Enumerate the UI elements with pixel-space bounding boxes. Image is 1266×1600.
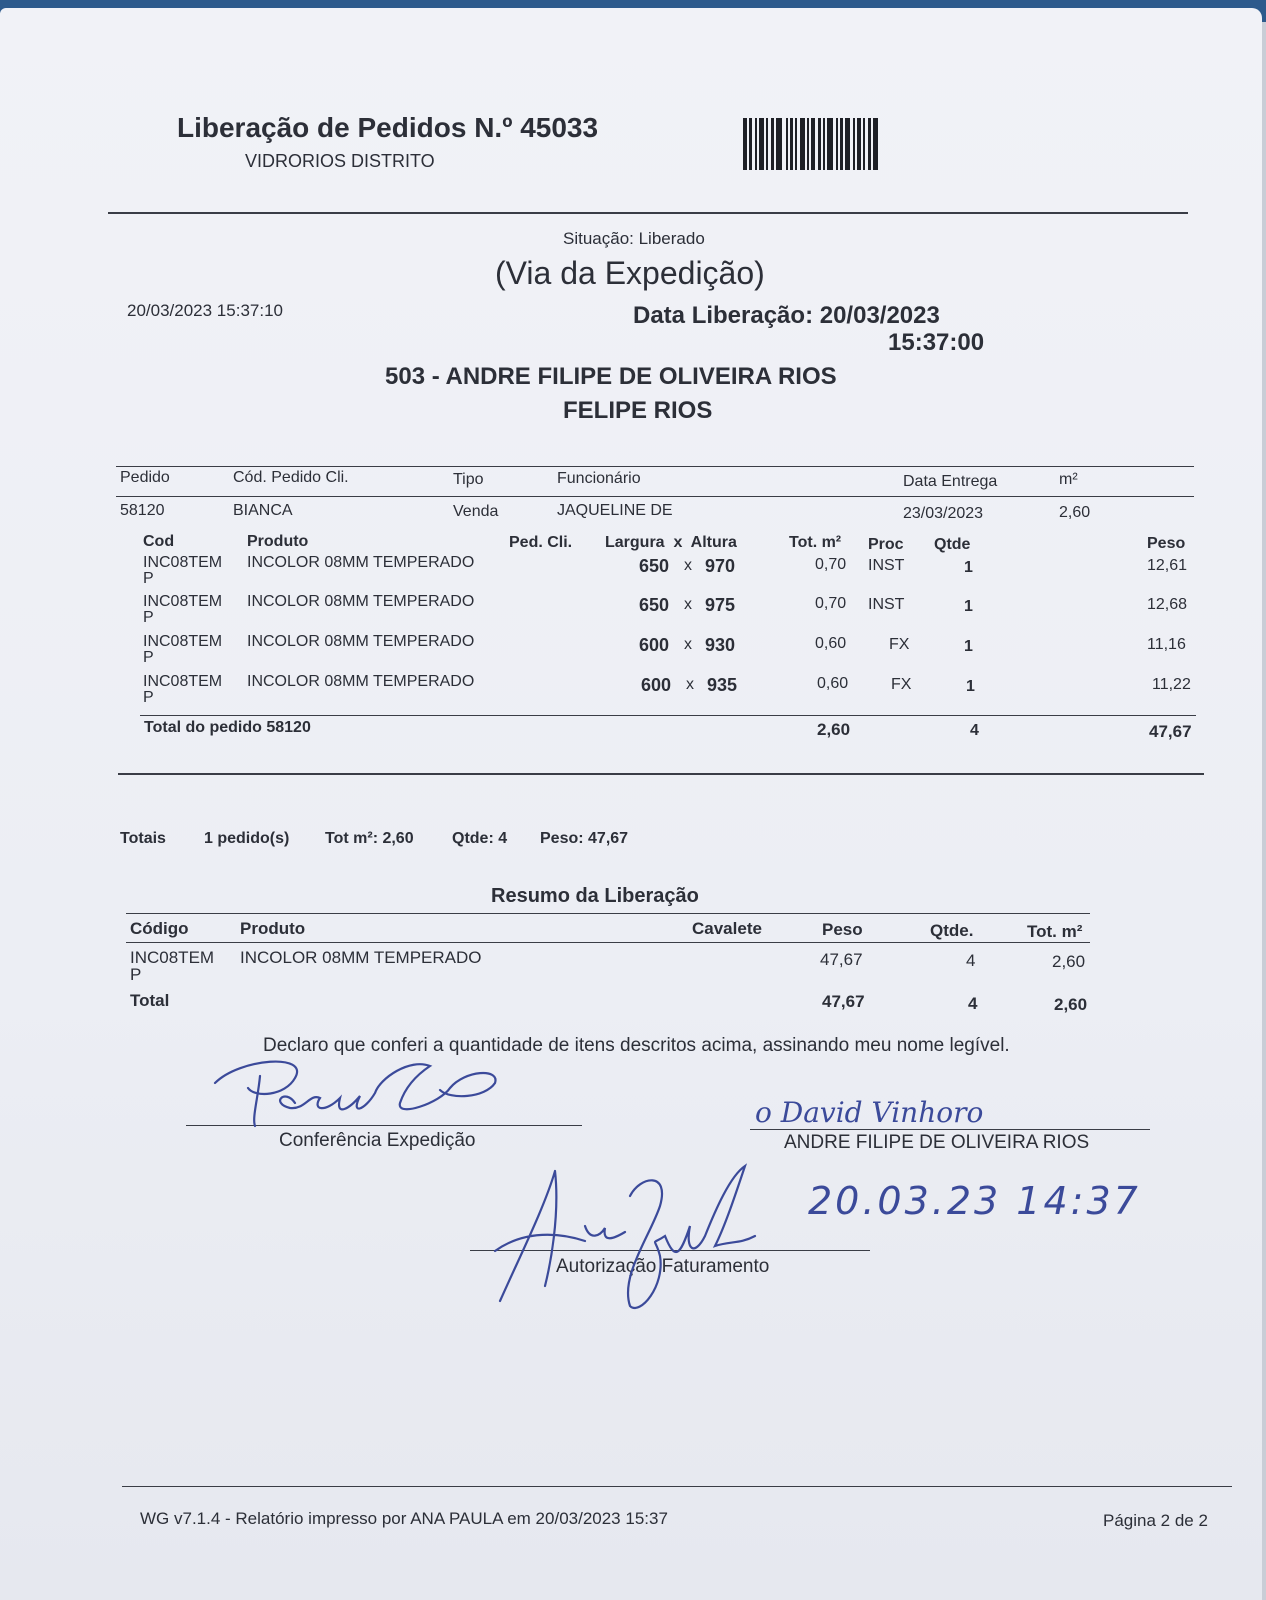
totals-pedidos: 1 pedido(s) [204, 830, 290, 847]
item-produto: INCOLOR 08MM TEMPERADO [247, 593, 475, 610]
item-peso: 11,16 [1147, 636, 1186, 653]
summary-total-label: Total [130, 991, 170, 1010]
summary-total-tot-m2: 2,60 [1054, 995, 1088, 1014]
item-tot-m2: 0,70 [815, 595, 847, 612]
order-tipo: Venda [453, 503, 499, 520]
order-m2: 2,60 [1059, 504, 1091, 521]
document-page [0, 8, 1262, 1600]
item-produto: INCOLOR 08MM TEMPERADO [247, 673, 475, 690]
order-funcionario: JAQUELINE DE [557, 502, 673, 519]
summary-col-cavalete: Cavalete [692, 919, 762, 938]
item-largura: 600 [639, 635, 670, 655]
summary-header-rule [126, 942, 1090, 943]
handwritten-date [808, 1176, 1148, 1231]
client-handwriting-text: o David Vinhoro [755, 1096, 984, 1129]
item-altura: 975 [705, 595, 736, 615]
item-proc: FX [891, 676, 912, 693]
item-cod-wrap: P [143, 609, 154, 626]
barcode [743, 118, 933, 170]
item-largura: 600 [641, 675, 672, 695]
summary-title: Resumo da Liberação [491, 885, 699, 907]
summary-peso: 47,67 [820, 950, 863, 969]
company-name: VIDRORIOS DISTRITO [245, 151, 435, 171]
summary-qtde: 4 [966, 951, 976, 970]
print-datetime: 20/03/2023 15:37:10 [127, 301, 283, 320]
item-qtde: 1 [966, 678, 975, 695]
summary-col-peso: Peso [822, 920, 863, 939]
items-end-rule [118, 773, 1204, 775]
item-qtde: 1 [964, 559, 973, 576]
item-qtde: 1 [964, 638, 973, 655]
handwritten-date-text: 20.03.23 14:37 [808, 1179, 1141, 1223]
client-name: 503 - ANDRE FILIPE DE OLIVEIRA RIOS [385, 363, 837, 390]
signature-client-handwriting [755, 1090, 1015, 1135]
item-cod-wrap: P [143, 689, 154, 706]
totals-label: Totais [120, 830, 166, 847]
items-total-rule [140, 715, 1196, 716]
item-times: x [684, 596, 692, 613]
status-label: Situação: Liberado [563, 229, 705, 248]
col-data-entrega: Data Entrega [903, 473, 998, 490]
signature-autorizacao-handwriting [490, 1166, 780, 1321]
item-times: x [686, 676, 694, 693]
summary-total-peso: 47,67 [822, 992, 865, 1011]
item-proc: FX [889, 636, 910, 653]
signature-conferencia-handwriting [200, 1048, 520, 1143]
item-produto: INCOLOR 08MM TEMPERADO [247, 633, 475, 650]
item-peso: 11,22 [1152, 676, 1191, 693]
footer-rule [122, 1486, 1232, 1487]
header-divider [108, 212, 1188, 214]
item-tot-m2: 0,60 [817, 675, 849, 692]
order-total-peso: 47,67 [1149, 722, 1192, 741]
footer-printed-by: WG v7.1.4 - Relatório impresso por ANA PAULA em 20/03/2023 15:37 [140, 1509, 668, 1528]
item-altura: 930 [705, 635, 736, 655]
order-cod-pedido-cli: BIANCA [233, 502, 293, 519]
item-produto: INCOLOR 08MM TEMPERADO [247, 554, 475, 571]
summary-col-qtde: Qtde. [930, 921, 974, 940]
summary-col-codigo: Código [130, 919, 189, 938]
item-col-peso: Peso [1147, 535, 1186, 552]
item-cod: INC08TEM [143, 673, 223, 690]
item-tot-m2: 0,60 [815, 635, 847, 652]
client-nickname: FELIPE RIOS [563, 397, 713, 424]
summary-col-produto: Produto [240, 919, 306, 938]
item-col-ped-cli: Ped. Cli. [509, 534, 573, 551]
item-altura: 935 [707, 675, 738, 695]
summary-codigo: INC08TEM [130, 948, 215, 967]
signature-label-autorizacao: Autorização Faturamento [556, 1256, 770, 1277]
item-cod-wrap: P [143, 570, 154, 587]
item-cod: INC08TEM [143, 554, 223, 571]
item-peso: 12,61 [1147, 557, 1188, 574]
signature-label-client: ANDRE FILIPE DE OLIVEIRA RIOS [784, 1132, 1090, 1153]
totals-m2: Tot m²: 2,60 [325, 830, 414, 847]
item-col-dims: Largura x Altura [605, 534, 737, 551]
item-altura: 970 [705, 556, 736, 576]
order-top-rule [116, 466, 1194, 467]
summary-produto: INCOLOR 08MM TEMPERADO [240, 948, 482, 967]
order-header-rule [116, 496, 1194, 497]
order-data-entrega: 23/03/2023 [903, 505, 984, 522]
col-cod-pedido-cli: Cód. Pedido Cli. [233, 469, 349, 486]
item-largura: 650 [639, 556, 670, 576]
summary-tot-m2: 2,60 [1052, 952, 1086, 971]
item-proc: INST [868, 596, 905, 613]
summary-codigo-wrap: P [130, 965, 142, 984]
summary-col-tot-m2: Tot. m² [1027, 922, 1083, 941]
item-cod: INC08TEM [143, 633, 223, 650]
document-title: Liberação de Pedidos N.º 45033 [177, 112, 599, 143]
order-pedido: 58120 [120, 502, 165, 519]
item-col-qtde: Qtde [934, 536, 971, 553]
signature-label-conferencia: Conferência Expedição [279, 1130, 476, 1151]
col-pedido: Pedido [120, 469, 170, 486]
col-tipo: Tipo [453, 471, 484, 488]
totals-peso: Peso: 47,67 [540, 830, 629, 847]
item-times: x [684, 557, 692, 574]
order-total-label: Total do pedido 58120 [144, 719, 311, 736]
item-times: x [684, 636, 692, 653]
order-total-m2: 2,60 [817, 720, 851, 739]
item-qtde: 1 [964, 598, 973, 615]
totals-qtde: Qtde: 4 [452, 830, 508, 847]
footer-page-number: Página 2 de 2 [1103, 1511, 1208, 1530]
col-funcionario: Funcionário [557, 470, 641, 487]
item-col-proc: Proc [868, 536, 904, 553]
order-total-qtde: 4 [970, 722, 979, 739]
declaration-text: Declaro que conferi a quantidade de itens descritos acima, assinando meu nome legível. [263, 1035, 1010, 1056]
item-largura: 650 [639, 595, 670, 615]
item-cod-wrap: P [143, 649, 154, 666]
item-cod: INC08TEM [143, 593, 223, 610]
release-time: 15:37:00 [888, 329, 985, 356]
item-peso: 12,68 [1147, 596, 1188, 613]
summary-top-rule [126, 913, 1090, 914]
release-date: Data Liberação: 20/03/2023 [633, 302, 940, 329]
item-col-tot-m2: Tot. m² [789, 534, 842, 551]
item-proc: INST [868, 557, 905, 574]
item-col-cod: Cod [143, 533, 175, 550]
summary-total-qtde: 4 [968, 994, 978, 1013]
copy-type: (Via da Expedição) [495, 255, 765, 291]
item-col-produto: Produto [247, 533, 309, 550]
col-m2: m² [1059, 471, 1078, 488]
item-tot-m2: 0,70 [815, 556, 847, 573]
